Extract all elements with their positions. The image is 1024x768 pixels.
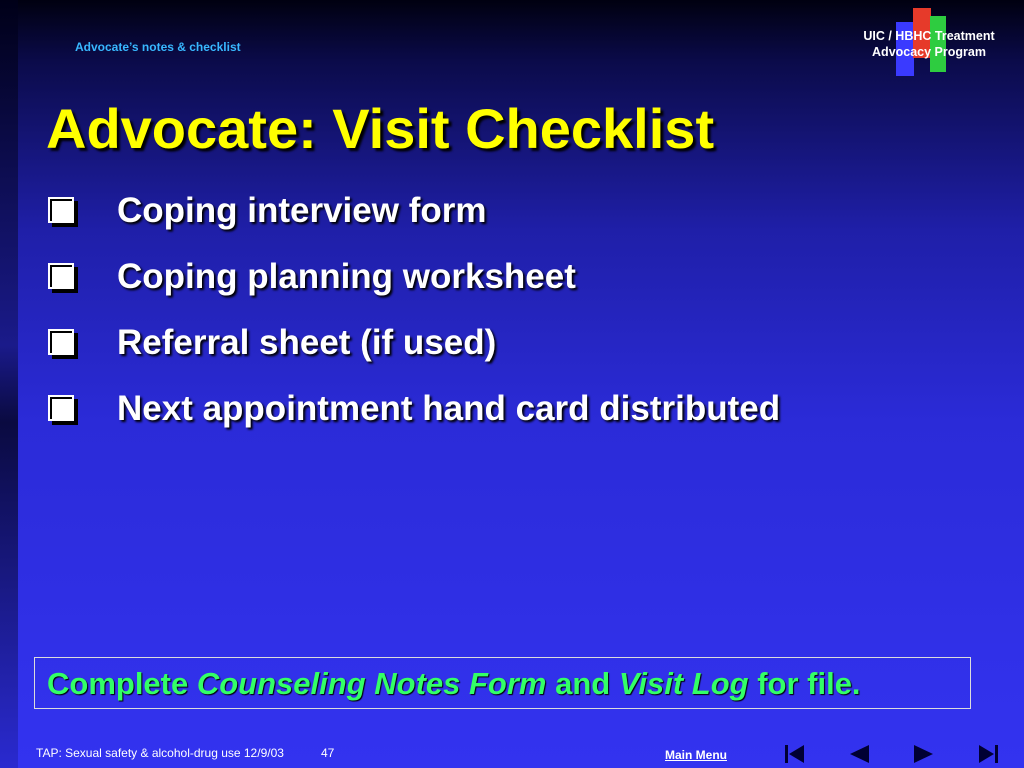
page-number: 47: [321, 746, 335, 760]
last-slide-icon: [978, 744, 1000, 764]
checkbox-icon: [48, 197, 74, 223]
notice-text-1: Complete: [47, 666, 197, 701]
first-slide-button[interactable]: [783, 744, 805, 764]
main-menu-link[interactable]: Main Menu: [665, 748, 727, 762]
section-label: Advocate’s notes & checklist: [75, 40, 241, 54]
checklist-item-label: Coping interview form: [117, 191, 487, 230]
checkbox-icon: [48, 329, 74, 355]
left-accent-bar: [0, 0, 18, 768]
notice-log-name: Visit Log: [618, 666, 749, 701]
notice-form-name: Counseling Notes Form: [196, 666, 547, 701]
first-slide-icon: [783, 744, 805, 764]
checklist-item-label: Next appointment hand card distributed: [117, 389, 781, 428]
checklist-item-label: Referral sheet (if used): [117, 323, 497, 362]
checkbox-icon: [48, 263, 74, 289]
previous-slide-icon: [848, 744, 870, 764]
checkbox-icon: [48, 395, 74, 421]
checklist-item-label: Coping planning worksheet: [117, 257, 576, 296]
program-name-line2: Advocacy Program: [872, 45, 986, 59]
program-name-line1: UIC / HBHC Treatment: [863, 29, 995, 43]
last-slide-button[interactable]: [978, 744, 1000, 764]
previous-slide-button[interactable]: [848, 744, 870, 764]
notice-text-2: and: [546, 666, 619, 701]
program-name: [844, 28, 1014, 60]
notice-text-3: for file.: [748, 666, 861, 701]
next-slide-icon: [913, 744, 935, 764]
notice-box: [34, 657, 971, 709]
footer-text: TAP: Sexual safety & alcohol-drug use 12/9/03: [36, 746, 284, 760]
slide-title: Advocate: Visit Checklist: [46, 97, 715, 160]
next-slide-button[interactable]: [913, 744, 935, 764]
